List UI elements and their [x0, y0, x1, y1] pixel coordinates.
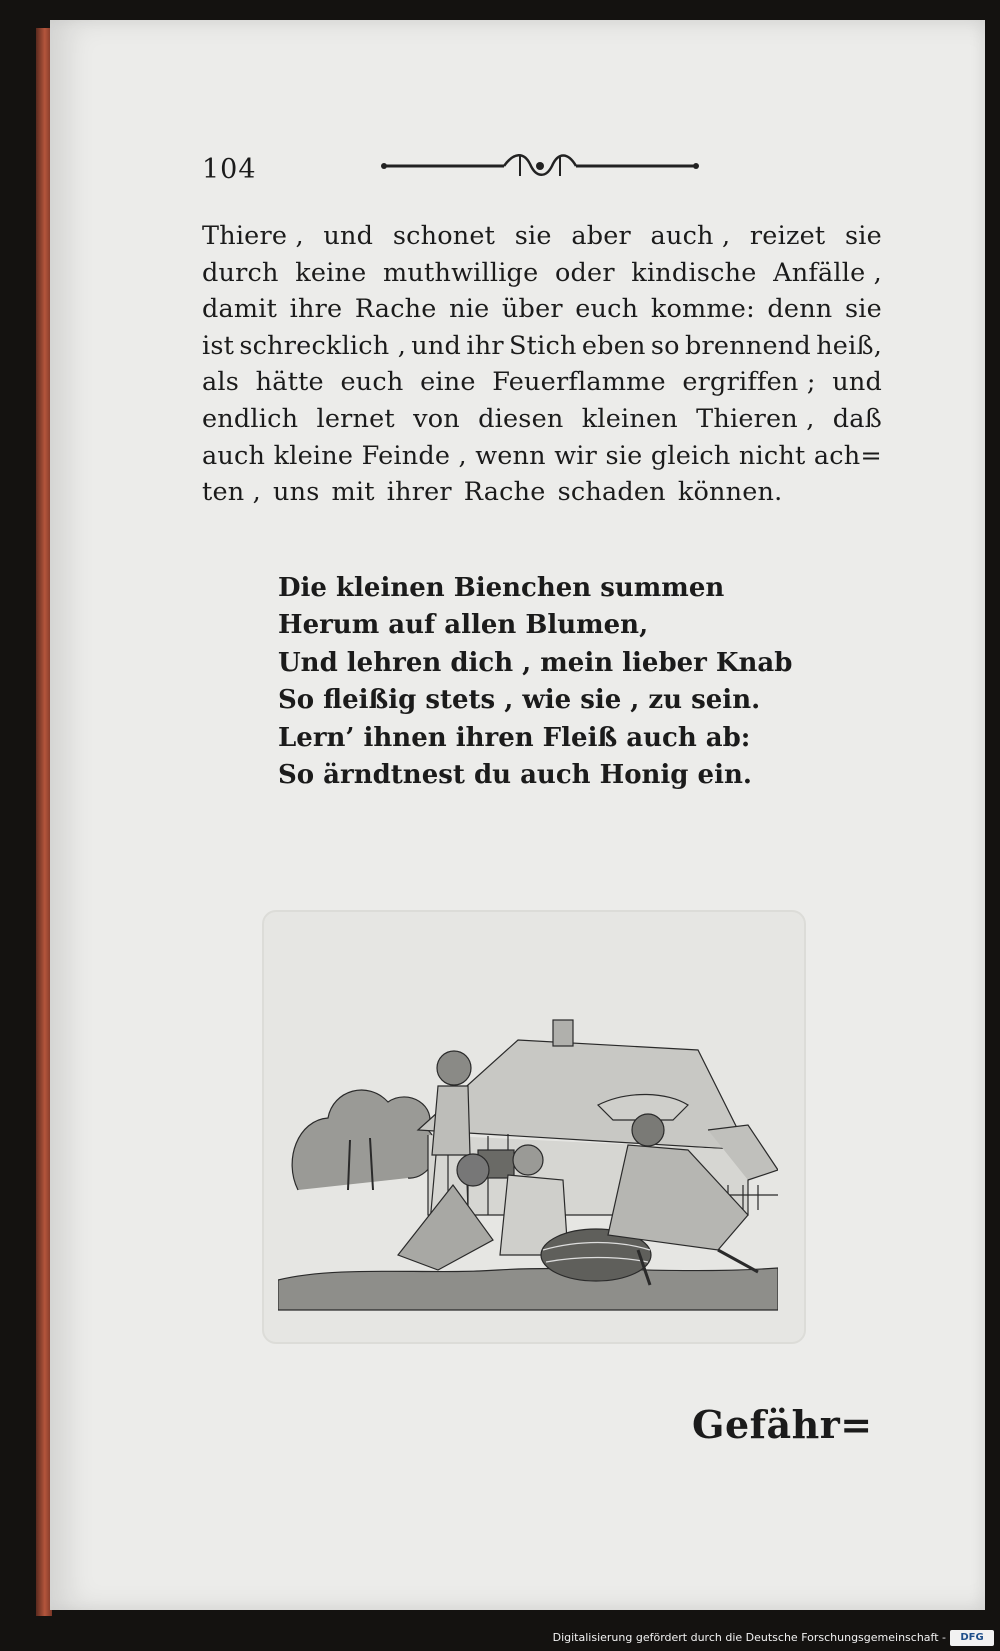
poem-line: So fleißig stets , wie sie , zu sein. — [278, 685, 761, 716]
catchword: Gefähr= — [692, 1402, 873, 1447]
prose-line-7: auch kleine Feinde , wenn wir sie gleich nicht ach= — [202, 440, 882, 471]
dfg-logo: DFG — [950, 1630, 994, 1646]
prose-line-6: endlich lernet von diesen kleinen Thieren , daß — [202, 403, 882, 434]
prose-line-4: ist schrecklich , und ihr Stich eben so brennend heiß, — [202, 330, 882, 361]
prose-line-2: durch keine muthwillige oder kindische Anfälle , — [202, 257, 882, 288]
ornament-divider-icon — [380, 144, 700, 188]
poem-line: Lern’ ihnen ihren Fleiß auch ab: — [278, 722, 751, 753]
poem-line: So ärndtnest du auch Honig ein. — [278, 760, 752, 791]
prose-line-8: ten , uns mit ihrer Rache schaden können. — [202, 477, 783, 508]
poem-line: Die kleinen Bienchen summen — [278, 573, 725, 603]
poem-stanza — [278, 570, 798, 794]
page-number: 104 — [202, 154, 257, 185]
engraving-illustration — [278, 1010, 778, 1340]
prose-line-3: damit ihre Rache nie über euch komme: denn sie — [202, 294, 882, 325]
poem-line: Und lehren dich , mein lieber Knab — [278, 647, 793, 678]
prose-paragraph — [202, 218, 882, 511]
footer-credit: Digitalisierung gefördert durch die Deutsche Forschungsgemeinschaft - — [552, 1631, 946, 1644]
poem-line: Herum auf allen Blumen, — [278, 610, 649, 641]
prose-line-1: Thiere , und schonet sie aber auch , reizet sie — [202, 221, 882, 251]
prose-line-5: als hätte euch eine Feuerflamme ergriffen ; und — [202, 367, 882, 398]
book-page — [50, 20, 985, 1610]
